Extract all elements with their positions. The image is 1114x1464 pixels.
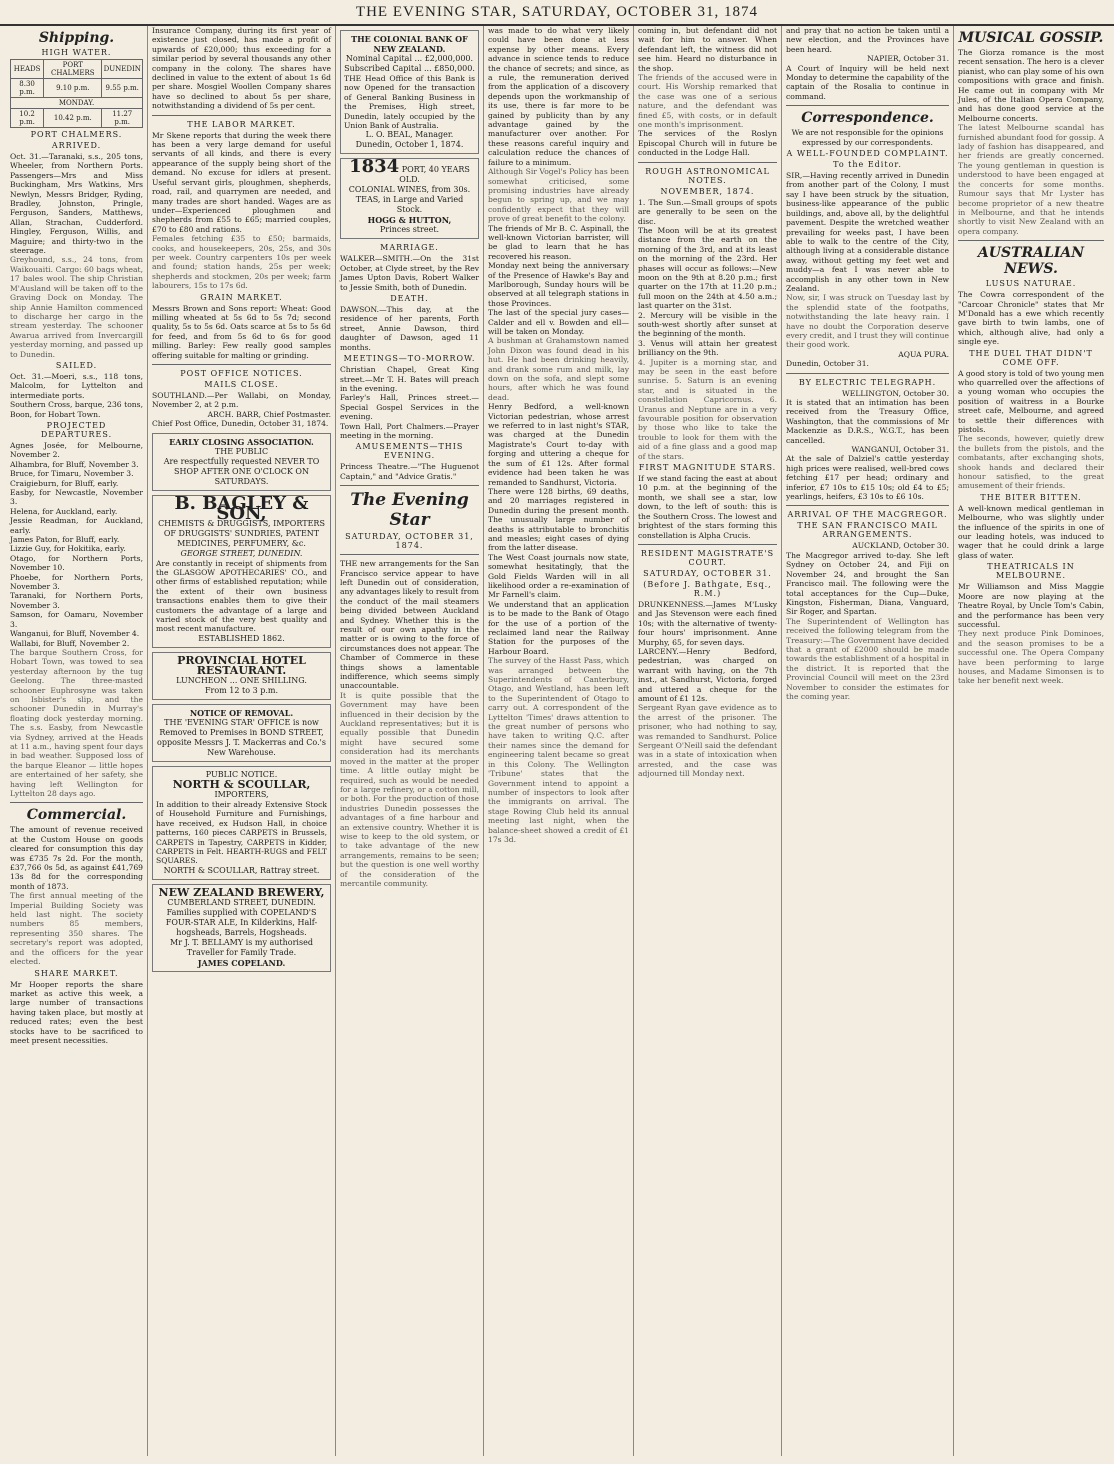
amusements-text: Princess Theatre.—"The Huguenot Captain," and "Advice Gratis."	[340, 462, 479, 481]
labour-text: Mr Skene reports that during the week there has been a very large demand for useful servants of all kinds, and there is every appearance of the supply being short of the demand. No excuse for idlers at present. Useful servant girls, ploughmen, shepherds, road, rail, and quarrymen are needed, and many trades are short handed. Wages are as under—Experienced ploughmen and shepherds from £55 to £65; married couples, £70 to £80 and rations.	[152, 130, 331, 234]
filler-text: They next produce Pink Dominoes, and the season promises to be a successful one. The Opera Company have been performing to large houses, and Madame Simonsen is to take her benefit next week.	[958, 629, 1104, 686]
court-text: DRUNKENNESS.—James M'Lusky and Jas Stevenson were each fined 10s; with the alternative of twenty-four hours' imprisonment. Anne Murphy, 65, for seven days. LARCENY.—Henry Bedford, pedestrian, was charged on warrant with having, on the 7th inst., at Sandhurst, Victoria, forged and uttered a cheque for the amount of £1 12s.	[638, 599, 777, 703]
masthead-title: THE EVENING STAR, SATURDAY, OCTOBER 31, 1874	[355, 4, 759, 20]
bank-ad	[340, 30, 479, 154]
north-ad	[152, 766, 331, 880]
text-intro: coming in, but defendant did not wait for him to answer. When defendant left, the witness did not see him. Heard no disturbance in the shop.	[638, 26, 777, 73]
paper-date: SATURDAY, OCTOBER 31, 1874.	[345, 532, 474, 551]
text-bedford: Henry Bedford, a well-known Victorian pedestrian, whose arrest we referred to in last night's STAR, was charged at the Dunedin Magistrate's Court to-day with forging and uttering a cheque for the sum of £1 12s. After formal evidence had been taken he was remanded to Sandhurst, Victoria.	[488, 402, 629, 487]
brewery-text: Families supplied with COPELAND'S FOUR-STAR ALE, In Kilderkins, Half-hogsheads, Barrels, Hogsheads.	[165, 907, 318, 937]
meetings-text: Christian Chapel, Great King street.—Mr T. H. Bates will preach in the evening. Farley's Hall, Princes street.—Special Gospel Services in the evening. Town Hall, Port Chalmers.—Prayer meeting in the morning.	[340, 365, 479, 440]
filler-text: The first annual meeting of the Imperial Building Society was held last night. The society numbers 85 members, representing 350 shares. The secretary's report was adopted, and the officers for the year elected.	[10, 891, 143, 967]
complaint-date: Dunedin, October 31.	[786, 359, 869, 369]
wanganui-text: At the sale of Dalziel's cattle yesterday high prices were realised, well-bred cows fetching £17 per head; ordinary and inferior, £7 10s to £15 10s; old £4 to £5; yearlings, heifers, £3 10s to £6 10s.	[786, 454, 949, 502]
text-friends: The friends of Mr B. C. Aspinall, the well-known Victorian barrister, will be glad to learn that he has recovered his reason.	[488, 223, 629, 261]
sailed-heading: SAILED.	[55, 360, 98, 370]
provincial-ad	[152, 652, 331, 700]
divider	[786, 373, 949, 374]
column-correspondence	[782, 26, 954, 1456]
death-heading: DEATH.	[390, 294, 429, 304]
macgregor-heading: ARRIVAL OF THE MACGREGOR.	[787, 510, 948, 520]
north-title: NORTH & SCOULLAR,	[172, 777, 311, 791]
tide-row-label	[11, 98, 143, 109]
tide-cell: 10.2 p.m.	[11, 109, 44, 128]
mails-heading: MAILS CLOSE.	[204, 380, 279, 389]
complaint-signature: AQUA PURA.	[898, 349, 949, 359]
paper-title: The Evening Star	[350, 490, 469, 531]
removal-ad	[152, 704, 331, 762]
early-closing-text: Are respectfully requested NEVER TO SHOP AFTER ONE O'CLOCK ON SATURDAYS.	[163, 456, 320, 486]
commercial-heading: Commercial.	[26, 807, 127, 824]
removal-title: NOTICE OF REMOVAL.	[189, 707, 294, 718]
bank-sub: Subscribed Capital ... £850,000.	[344, 64, 475, 73]
north-sub: IMPORTERS,	[214, 789, 269, 799]
bank-capital: Nominal Capital ... £2,000,000.	[345, 54, 474, 63]
projected-heading: PROJECTED DEPARTURES.	[40, 420, 113, 439]
tide-monday: MONDAY.	[11, 98, 143, 109]
text-science: was made to do what very likely could have been done at less expense by other means. Every advance in science tends to reduce the chance of secrets; and since, as a rule, the remuneration derived from the application of a discovery depends upon the workmanship of its use, there is far more to be gained by publicity than by any advantage gained by the manufacturer over another. For these reasons careful inquiry and calculation reduce the chances of failure to a minimum.	[488, 26, 629, 167]
magnitude-text: If we stand facing the east at about 10 p.m. at the beginning of the month, we shall see a star, low down, to the left of south: this is the Southern Cross. The lowest and brightest of the stars forming this constellation is Alpha Crucis.	[638, 474, 777, 540]
musical-text: The Giorza romance is the most recent sensation. The hero is a clever pianist, who can play some of his own compositions with grace and finish. He came out in company with Mr Jules, of the Italian Opera Company, and has done good service at the Melbourne concerts.	[958, 48, 1104, 123]
shipping-heading: Shipping.	[38, 30, 115, 46]
bank-manager: L. O. BEAL, Manager.	[365, 130, 454, 140]
text-coast: The West Coast journals now state, somewhat hesitatingly, that the Gold Fields Warden will in all likelihood order a re-examination of Mr Farnell's claim.	[488, 552, 629, 600]
divider	[638, 544, 777, 545]
text-monday: Monday next being the anniversary of the Presence of Hawke's Bay and Marlborough, Sunday hours will be observed at all telegraph stations in those Provinces.	[488, 261, 629, 308]
tide-header: DUNEDIN	[102, 60, 143, 79]
amusements-heading: AMUSEMENTS—THIS EVENING.	[355, 442, 464, 461]
divider	[638, 162, 777, 163]
wanganui-dateline: WANGANUI, October 31.	[851, 445, 949, 455]
tide-table	[10, 59, 143, 128]
text-births: There were 128 births, 69 deaths, and 20 marriages registered in Dunedin during the present month. The unusually large number of deaths is attributable to bronchitis and measles; eight cases of dying from the latter disease.	[488, 486, 629, 553]
astro-heading: ROUGH ASTRONOMICAL NOTES.	[645, 166, 770, 185]
port-heading: PORT CHALMERS.	[30, 130, 123, 139]
telegraph-heading: BY ELECTRIC TELEGRAPH.	[798, 377, 937, 387]
divider	[340, 485, 479, 486]
column-container	[6, 26, 1108, 1460]
divider	[786, 505, 949, 506]
column-astronomy	[634, 26, 782, 1456]
filler-text: Females fetching £35 to £50; barmaids, cooks, and housekeepers, 20s, 25s, and 30s per week. Country carpenters 10s per week and found; station hands, 25s per week; shepherds and stockmen, 20s per week; farm labourers, 15s to 17s 6d.	[152, 234, 331, 291]
australian-heading: AUSTRALIAN NEWS.	[977, 245, 1085, 278]
teas: TEAS, in Large and Varied Stock.	[355, 195, 464, 215]
tide-header: HEADS	[11, 60, 44, 79]
bitter-text: A well-known medical gentleman in Melbourne, who was slightly under the influence of the spirits in one of our leading hotels, was induced to wager that he could drink a large glass of water.	[958, 503, 1104, 560]
death-text: DAWSON.—This day, at the residence of her parents, Forth street, Annie Dawson, third daughter of Dawson, aged 11 months.	[340, 305, 479, 352]
sf-text: The Macgregor arrived to-day. She left Sydney on October 24, and Fiji on November 24, and brought the San Francisco mail. The following were the total acceptances for the Cup—Duke, Kingston, Fisherman, Diana, Vanguard, Sir Roger, and Spartan.	[786, 550, 949, 617]
bagley-established: ESTABLISHED 1862.	[198, 633, 285, 643]
tide-cell: 11.27 p.m.	[102, 109, 143, 128]
theatricals-text: Mr Williamson and Miss Maggie Moore are now playing at the Theatre Royal, by Uncle Tom's Cabin, and the performance has been very successful.	[958, 582, 1104, 629]
tide-cell: 8.30 p.m.	[11, 79, 44, 98]
projected-text: Agnes Josée, for Melbourne, November 2. Alhambra, for Bluff, November 3. Bruce, for Timaru, November 3. Craigieburn, for Bluff, early. Easby, for Newcastle, November 3. Helena, for Auckland, early. Jessie Readman, for Auckland, early. James Paton, for Bluff, early. Lizzie Guy, for Hokitika, early. Otago, for Northern Ports, November 10. Phoebe, for Northern Ports, November 3. Taranaki, for Northern Ports, November 3. Samson, for Oamaru, November 3. Wanganui, for Bluff, November 4. Wallabi, for Bluff, November 2.	[10, 440, 143, 648]
postmaster: ARCH. BARR, Chief Postmaster.	[207, 409, 331, 419]
public-notice: PUBLIC NOTICE.	[205, 769, 278, 779]
north-text: In addition to their already Extensive Stock of Household Furniture and Furnishings, have received, ex Hudson Hall, in choice patterns, 160 pieces CARPETS in Brussels, CARPETS in Tapestry, CARPETS in Kidder, CARPETS in Felt. HEARTH-RUGS and FELT SQUARES.	[156, 799, 327, 866]
napier-text: A Court of Inquiry will be held next Monday to determine the capability of the captain of the Rosalia to continue in command.	[786, 63, 949, 101]
commercial-text: The amount of revenue received at the Custom House on goods cleared for consumption this day was £735 7s 2d. For the month, £37,766 0s 5d, as against £41,769 13s 8d for the corresponding month of 1873.	[10, 825, 143, 891]
meetings-heading: MEETINGS—TO-MORROW.	[343, 354, 476, 364]
bagley-ad	[152, 492, 331, 648]
bagley-title: B. BAGLEY & SON,	[174, 492, 309, 524]
filler-text: The survey of the Hasst Pass, which was arranged between the Superintendents of Canterbury, Otago, and Westland, has been left to the Superintendent of Otago to carry out. A correspondent of the Lyttelton 'Times' draws attention to the great number of persons who have taken to writing Q.C. after their names since the demand for engineering talent became so great in this Colony. The Wellington 'Tribune' states that the Government intend to appoint a number of inspectors to look after the immigrants on arrival. The stage Rowing Club held its annual meeting last night, when the balance-sheet showed a credit of £1 17s 3d.	[488, 656, 629, 844]
filler-text: 4. Jupiter is a morning star, and may be seen in the east before sunrise. 5. Saturn is an evening star, and is situated in the constellation Capricornus. 6. Uranus and Neptune are in a very favourable position for observation by those who like to take the trouble to look for them with the aid of a fine glass and a good map of the stars.	[638, 357, 777, 461]
court-heading: RESIDENT MAGISTRATE'S COURT.	[640, 548, 775, 567]
filler-text: Sergeant Ryan gave evidence as to the arrest of the prisoner. The prisoner, who had nothing to say, was remanded to Sandhurst. Police Sergeant O'Neill said the defendant was in a state of intoxication when arrested, and the case was adjourned till Monday next.	[638, 703, 777, 779]
correspondence-heading: Correspondence.	[801, 110, 934, 127]
complaint-heading: A WELL-FOUNDED COMPLAINT.	[786, 149, 949, 159]
tide-cell: 9.10 p.m.	[44, 79, 102, 98]
colonial-wines: COLONIAL WINES, from 30s.	[348, 185, 471, 195]
wellington-text: It is stated that an intimation has been received from the Treasury Office, Washington, that the commissions of Mr Mackenzie as D.R.S., W.G.T., has been cancelled.	[786, 398, 949, 445]
astro-text: 1. The Sun.—Small groups of spots are generally to be seen on the disc. The Moon will be at its greatest distance from the earth on the morning of the 3rd, and at its least on the morning of the 23rd. Her phases will occur as follows:—New moon on the 9th at 8.20 p.m.; first quarter on the 17th at 11.20 p.m.; full moon on the 24th at 4.50 a.m.; last quarter on the 31st. 2. Mercury will be visible in the south-west shortly after sunset at the beginning of the month. 3. Venus will attain her greatest brilliancy on the 9th.	[638, 197, 777, 358]
brewery-ad	[152, 884, 331, 972]
lusus-heading: LUSUS NATURAE.	[985, 279, 1077, 289]
bagley-addr: GEORGE STREET, DUNEDIN.	[180, 548, 303, 558]
divider	[340, 554, 479, 555]
duel-text: A good story is told of two young men who quarrelled over the affections of a young woman who occupies the position of waitress in a Bourke street cafe, Melbourne, and agreed to settle their differences with pistols.	[958, 368, 1104, 434]
sf-heading: THE SAN FRANCISCO MAIL ARRANGEMENTS.	[797, 521, 938, 540]
sailed-text: Oct. 31.—Moeri, s.s., 118 tons, Malcolm, for Lyttelton and intermediate ports. Southern Cross, barque, 236 tons, Boon, for Hobart Town.	[10, 371, 143, 419]
bank-text: THE Head Office of this Bank is now Opened for the transaction of General Banking Business in the Premises, High street, Dunedin, lately occupied by the Union Bank of Australia.	[344, 74, 475, 131]
filler-text: The Superintendent of Wellington has received the following telegram from the Treasury:—The Government have decided that a grant of £2000 should be made towards the establishment of a hospital in the district. It is reported that the Provincial Council will meet on the 23rd November to consider the estimates for the coming year.	[786, 616, 949, 701]
early-closing-title: EARLY CLOSING ASSOCIATION.	[169, 436, 314, 447]
tide-row	[11, 109, 143, 128]
text-last: The last of the special jury cases—Calder and ell v. Bowden and ell—will be taken on Monday.	[488, 308, 629, 336]
auckland-dateline: AUCKLAND, October 30.	[852, 541, 949, 551]
column-notices	[336, 26, 484, 1456]
bank-date: Dunedin, October 1, 1874.	[355, 140, 464, 150]
column-markets	[148, 26, 336, 1456]
magnitude-heading: FIRST MAGNITUDE STARS.	[638, 463, 777, 473]
lusus-text: The Cowra correspondent of the "Carcoar Chronicle" states that Mr M'Donald has a ewe which recently gave birth to twin lambs, one of which, although alive, had only a single eye.	[958, 290, 1104, 347]
brewery-addr: CUMBERLAND STREET, DUNEDIN.	[167, 897, 316, 907]
theatricals-heading: THEATRICALS IN MELBOURNE.	[987, 562, 1075, 581]
filler-text: The barque Southern Cross, for Hobart Town, was towed to sea yesterday afternoon by the tug Geelong. The three-masted schooner Euphrosyne was taken on Isbister's slip, and the schooner Dunedin in Murray's floating dock yesterday morning. The s.s. Easby, from Newcastle via Sydney, arrived at the Heads at 11 a.m., having spent four days in bad weather. Supposed loss of the barque Eleanor — little hopes are entertained of her safety, she having left Wellington for Lyttelton 28 days ago.	[10, 647, 143, 798]
grain-text: Messrs Brown and Sons report: Wheat: Good milling wheated at 5s 6d to 5s 7d; second quality, 5s to 5s 6d. Oats scarce at 5s to 5s 6d for feed, and from 5s 6d to 6s for good milling. Barley: Few really good samples offering suitable for malting or grinding.	[152, 303, 331, 360]
hogg-ad	[340, 158, 479, 239]
tide-header: PORT CHALMERS	[44, 60, 102, 79]
bagley-sub: CHEMISTS & DRUGGISTS, IMPORTERS OF DRUGGISTS' SUNDRIES, PATENT MEDICINES, PERFUMERY, &c.	[158, 518, 325, 548]
post-heading: POST OFFICE NOTICES.	[180, 369, 303, 378]
copeland-sig: JAMES COPELAND.	[197, 957, 286, 968]
mails-text: SOUTHLAND.—Per Wallabi, on Monday, November 2, at 2 p.m.	[152, 391, 331, 410]
removal-text: THE 'EVENING STAR' OFFICE is now Removed to Premises in BOND STREET, opposite Messrs J. T. Mackerras and Co.'s New Warehouse.	[157, 717, 326, 757]
tide-cell: 10.42 p.m.	[44, 109, 102, 128]
early-closing-ad	[152, 433, 331, 491]
text-election: and pray that no action be taken until a new election, and the Provinces have been heard.	[786, 26, 949, 54]
share-text: Mr Hooper reports the share market as active this week, a large number of transactions having taken place, but mostly at reduced rates; even the best stocks have to be sacrificed to meet present necessities.	[10, 979, 143, 1045]
column-shipping	[6, 26, 148, 1456]
bitter-heading: THE BITER BITTEN.	[980, 492, 1082, 502]
filler-text: The latest Melbourne scandal has furnished abundant food for gossip. A lady of fashion has disappeared, and her friends are greatly concerned. The young gentleman in question is understood to have been engaged at the concerts for some months. Rumour says that Mr Lyster has become proprietor of a new theatre in Melbourne, and that he intends shortly to visit New Zealand with an opera company.	[958, 123, 1104, 236]
divider	[786, 105, 949, 106]
grain-heading: GRAIN MARKET.	[200, 292, 283, 302]
bank-title: THE COLONIAL BANK OF NEW ZEALAND.	[351, 34, 468, 54]
high-water-heading: HIGH WATER.	[41, 48, 112, 57]
tide-cell: 9.55 p.m.	[102, 79, 143, 98]
brewery-title: NEW ZEALAND BREWERY,	[158, 885, 325, 899]
provincial-title: PROVINCIAL HOTEL RESTAURANT.	[177, 653, 306, 677]
filler-text: The seconds, however, quietly drew the bullets from the pistols, and the combatants, after exchanging shots, shook hands and declared their honour satisfied, to the great amusement of their friends.	[958, 434, 1104, 491]
musical-heading: MUSICAL GOSSIP.	[958, 30, 1104, 46]
correspondence-note: We are not responsible for the opinions expressed by our correspondents.	[791, 128, 944, 147]
luncheon-time: From 12 to 3 p.m.	[204, 685, 279, 695]
text-understand: We understand that an application is to be made to the Bank of Otago for the use of a portion of the reclaimed land near the Railway Station for the purposes of the Harbour Board.	[488, 599, 629, 656]
luncheon: LUNCHEON ... ONE SHILLING.	[176, 675, 307, 685]
masthead	[0, 4, 1114, 26]
court-date: SATURDAY, OCTOBER 31.	[643, 568, 772, 578]
divider	[152, 364, 331, 365]
column-gossip	[954, 26, 1108, 1456]
napier-dateline: NAPIER, October 31.	[867, 54, 949, 64]
po-note: Chief Post Office, Dunedin, October 31, 1874.	[152, 419, 329, 429]
to-editor: To the Editor.	[833, 160, 902, 170]
arrived-text: Oct. 31.—Taranaki, s.s., 205 tons, Wheeler, from Northern Ports. Passengers—Mrs and Miss Buckingham, Mrs Watkins, Mrs Newlyn, Messrs Bridger, Ryding, Bradley, Johnston, Pringle, Ferguson, Sanders, Matthews, Allan, Strachan, Cudderford. Hingley, Ferguson, Willis, and Maguire; and thirty-two in the steerage.	[10, 152, 143, 256]
port-year: 1834	[349, 156, 400, 178]
tide-row	[11, 79, 143, 98]
bagley-text: Are constantly in receipt of shipments from the GLASGOW APOTHECARIES' CO., and other firms of established reputation; while the extent of their own business transactions enables them to give their customers the advantage of a large and varied stock of the very best quality and most recent manufacture.	[156, 558, 327, 634]
hogg-addr: Princes street.	[379, 225, 440, 235]
duel-heading: THE DUEL THAT DIDN'T COME OFF.	[969, 348, 1093, 367]
leader-text: THE new arrangements for the San Francisco service appear to have left Dunedin out of consideration, any advantages likely to result from the conduct of the mail steamers being divided between Auckland and Sydney. Whether this is the result of our own apathy in the matter or is owing to the force of circumstances does not appear. The Chamber of Commerce in these things shows a lamentable indifference, which seems simply unaccountable.	[340, 559, 479, 691]
complaint-text: SIR,—Having recently arrived in Dunedin from another part of the Colony, I must say I have been struck by the situation, business-like appearance of the public buildings, and, above all, by the delightful pavement. Despite the wretched weather prevailing for weeks past, I have been able to walk to the centre of the City, although living at a considerable distance away, without getting my feet wet and muddy—a feat I was never able to accomplish in any other town in New Zealand.	[786, 171, 949, 293]
filler-text: Now, sir, I was struck on Tuesday last by the splendid state of the footpaths, notwithstanding the late heavy rain. I have no doubt the Corporation deserve every credit, and I trust they will continue their good work.	[786, 293, 950, 350]
filler-text: Greyhound, s.s., 24 tons, from Waikouaiti. Cargo: 60 bags wheat, 17 bales wool. The ship Christian M'Ausland will be taken off to the Graving Dock on Monday. The ship Annie Hamilton commenced to discharge her cargo in the stream yesterday. The schooner Awarua arrived from Invercargill yesterday morning, and passed up to Dunedin.	[10, 255, 143, 359]
wellington-dateline: WELLINGTON, October 30.	[842, 388, 949, 398]
divider	[152, 115, 331, 116]
filler-text: Although Sir Vogel's Policy has been somewhat criticised, some promising industries have already begun to spring up, and we may confidently expect that they will prove of great benefit to the colony.	[488, 167, 629, 224]
brewery-agent: Mr J. T. BELLAMY is my authorised Traveller for Family Trade.	[170, 937, 313, 957]
marriage-text: WALKER—SMITH.—On the 31st October, at Clyde street, by the Rev James Upton Davis, Robert Walker to Jessie Smith, both of Dunedin.	[340, 254, 479, 292]
divider	[958, 240, 1104, 241]
labour-heading: THE LABOR MARKET.	[187, 119, 296, 129]
arrived-heading: ARRIVED.	[51, 141, 102, 150]
filler-text: A bushman at Grahamstown named John Dixon was found dead in his hut. He had been drinking heavily, and drank some rum and milk, lay down on the sofa, and slept some hours, after which he was found dead.	[488, 336, 629, 402]
north-addr: NORTH & SCOULLAR, Rattray street.	[163, 865, 320, 875]
insurance-text: Insurance Company, during its first year of existence just closed, has made a profit of upwards of £20,000; thus exceeding for a similar period by several thousands any other company in the colony. The shares have declined in value to the extent of about 1s 6d per share. Mosgiel Woollen Company shares have so declined to about 5s per share, notwithstanding a dividend of 5s per cent.	[152, 26, 331, 111]
hogg-title: HOGG & HUTTON,	[367, 215, 452, 226]
early-closing-public: THE PUBLIC	[214, 446, 269, 456]
marriage-heading: MARRIAGE.	[380, 243, 439, 253]
text-summary: The services of the Roslyn Episcopal Church will in future be conducted in the Lodge Hall.	[638, 129, 777, 158]
divider	[10, 802, 143, 803]
court-bench: (Before J. Bathgate, Esq., R.M.)	[643, 579, 772, 598]
tide-header-row	[11, 60, 143, 79]
share-heading: SHARE MARKET.	[34, 968, 119, 978]
astro-month: NOVEMBER, 1874.	[660, 186, 755, 196]
column-news	[484, 26, 634, 1456]
port-text: PORT, 40 YEARS OLD.	[399, 165, 470, 185]
filler-text: It is quite possible that the Government may have been influenced in their decision by the Auckland representatives; but it is equally possible that Dunedin might have secured some consideration had its merchants moved in the matter at the proper time. A little outlay might be required, such as would be needed for a large refinery, or a cotton mill, or both. For the production of those industries Dunedin possesses the advantages of a fine harbour and an extensive country. Whether it is wise to keep to the old system, or to take advantage of the new arrangements, remains to be seen; but the question is one well worthy of the consideration of the mercantile community.	[340, 690, 479, 888]
filler-text: The friends of the accused were in court. His Worship remarked that the case was one of a serious nature, and the defendant was fined £5, with costs, or in default one month's imprisonment.	[638, 73, 777, 130]
